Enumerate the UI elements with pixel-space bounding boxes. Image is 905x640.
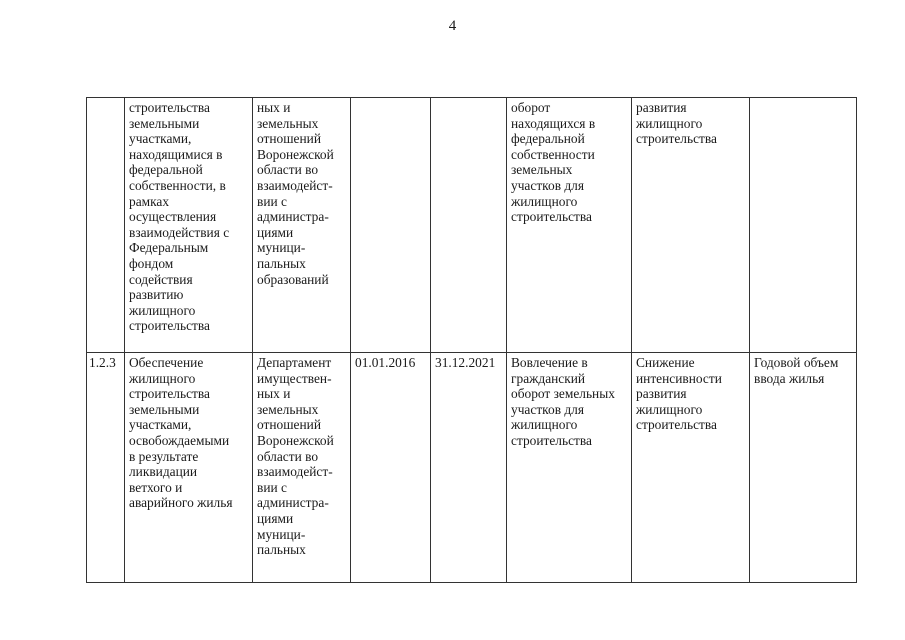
cell-text: 31.12.2021 — [435, 355, 496, 370]
cell-line: собственности — [511, 146, 595, 162]
cell-line: участками, — [129, 131, 192, 147]
cell-line: ных и — [257, 100, 291, 115]
cell-consequences — [632, 98, 750, 353]
cell-line: ных и — [257, 386, 291, 402]
cell-line: ликвидации — [129, 464, 198, 480]
cell-line: администра- — [257, 495, 329, 511]
cell-activity-name — [125, 98, 253, 353]
cell-line: содействия — [129, 271, 193, 287]
cell-line: Федеральным — [129, 240, 209, 256]
cell-line: области во — [257, 448, 319, 464]
cell-line: ветхого и — [129, 479, 183, 495]
cell-start-date — [351, 98, 431, 353]
cell-line: жилищного — [129, 370, 196, 386]
cell-activity-name — [125, 353, 253, 583]
cell-line: участков для — [511, 401, 585, 417]
cell-line: образований — [257, 271, 329, 287]
cell-line: Воронежской — [257, 432, 334, 448]
cell-line: жилищного — [511, 417, 578, 433]
cell-line: взаимодейст- — [257, 177, 333, 193]
cell-line: земельных — [257, 115, 319, 131]
cell-number — [87, 353, 125, 583]
cell-line: пальных — [257, 255, 306, 271]
cell-line: федеральной — [511, 131, 585, 147]
cell-number — [87, 98, 125, 353]
cell-line: пальных — [257, 542, 306, 558]
program-activities-table — [86, 97, 857, 583]
cell-line: взаимодействия с — [129, 224, 230, 240]
cell-text: 01.01.2016 — [355, 355, 416, 370]
cell-line: в результате — [129, 448, 199, 464]
cell-line: муници- — [257, 240, 306, 256]
cell-line: развития — [636, 386, 687, 402]
cell-line: развития — [636, 100, 687, 115]
cell-line: земельными — [129, 115, 200, 131]
cell-line: муници- — [257, 526, 306, 542]
cell-executor — [253, 353, 351, 583]
cell-line: области во — [257, 162, 319, 178]
cell-line: рамках — [129, 193, 170, 209]
table-row — [87, 353, 857, 583]
cell-line: Воронежской — [257, 146, 334, 162]
page-number: 4 — [448, 18, 457, 34]
table-row — [87, 98, 857, 353]
cell-line: Департамент — [257, 355, 332, 370]
cell-line: имуществен- — [257, 370, 332, 386]
cell-line: строительства — [129, 386, 210, 402]
cell-line: участками, — [129, 417, 192, 433]
cell-line: земельных — [511, 162, 573, 178]
cell-line: федеральной — [129, 162, 203, 178]
cell-expected-result — [507, 353, 632, 583]
cell-line: строительства — [129, 318, 210, 334]
cell-line: отношений — [257, 417, 321, 433]
cell-line: вии с — [257, 193, 287, 209]
cell-line: ввода жилья — [754, 370, 825, 386]
cell-line: земельных — [257, 401, 319, 417]
cell-line: освобождаемыми — [129, 432, 230, 448]
cell-consequences — [632, 353, 750, 583]
cell-end-date — [431, 353, 507, 583]
cell-line: Снижение — [636, 355, 695, 370]
cell-line: оборот земельных — [511, 386, 615, 402]
cell-line: жилищного — [129, 302, 196, 318]
cell-line: интенсивности — [636, 370, 722, 386]
cell-line: жилищного — [636, 401, 703, 417]
cell-line: циями — [257, 510, 294, 526]
cell-line: фондом — [129, 255, 174, 271]
cell-end-date — [431, 98, 507, 353]
cell-line: вии с — [257, 479, 287, 495]
cell-line: строительства — [511, 432, 592, 448]
cell-line: жилищного — [636, 115, 703, 131]
cell-line: земельными — [129, 401, 200, 417]
cell-line: Вовлечение в — [511, 355, 588, 370]
cell-line: собственности, в — [129, 177, 226, 193]
cell-line: взаимодейст- — [257, 464, 333, 480]
cell-line: администра- — [257, 209, 329, 225]
cell-line: Обеспечение — [129, 355, 204, 370]
cell-line: строительства — [636, 417, 717, 433]
cell-executor — [253, 98, 351, 353]
cell-line: находящихся в — [511, 115, 596, 131]
cell-line: строительства — [636, 131, 717, 147]
cell-line: гражданский — [511, 370, 586, 386]
cell-line: осуществления — [129, 209, 217, 225]
cell-line: Годовой объем — [754, 355, 839, 370]
cell-line: строительства — [129, 100, 210, 115]
cell-indicator — [750, 353, 857, 583]
cell-line: циями — [257, 224, 294, 240]
cell-text: 1.2.3 — [89, 355, 116, 370]
cell-start-date — [351, 353, 431, 583]
cell-line: аварийного жилья — [129, 495, 233, 511]
cell-indicator — [750, 98, 857, 353]
cell-line: участков для — [511, 177, 585, 193]
cell-line: жилищного — [511, 193, 578, 209]
cell-line: строительства — [511, 209, 592, 225]
cell-expected-result — [507, 98, 632, 353]
cell-line: развитию — [129, 287, 184, 303]
cell-line: находящимися в — [129, 146, 223, 162]
cell-line: отношений — [257, 131, 321, 147]
cell-line: оборот — [511, 100, 551, 115]
